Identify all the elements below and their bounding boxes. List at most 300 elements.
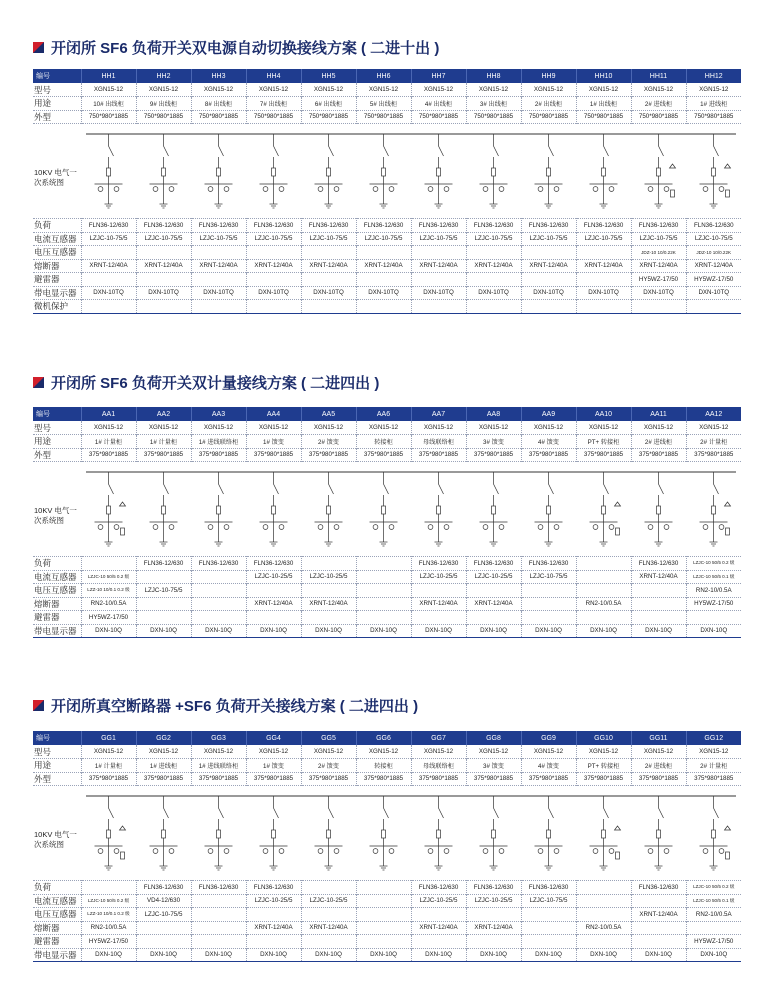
cell-display: DXN-10TQ bbox=[191, 286, 246, 300]
cell-ct: LZJC-10-75/5 bbox=[521, 570, 576, 584]
cell-model: XGN15-12 bbox=[576, 745, 631, 759]
schematic-column bbox=[590, 134, 618, 208]
cell-arrester bbox=[466, 611, 521, 625]
cell-pt: LZZ-10 10/0.1 0.2 级 bbox=[81, 584, 136, 598]
row-label: 熔断器 bbox=[34, 922, 60, 933]
schematic-column bbox=[260, 472, 288, 546]
cell-size: 375*980*1885 bbox=[136, 772, 191, 786]
cell-load: FLN36-12/630 bbox=[81, 219, 136, 233]
cell-relay bbox=[356, 300, 411, 314]
row-label: 负荷 bbox=[34, 882, 52, 893]
cell-size: 375*980*1885 bbox=[246, 772, 301, 786]
cell-use: 2# 进线柜 bbox=[631, 759, 686, 773]
cell-pt bbox=[576, 908, 631, 922]
cell-ct: LZJC-10-75/5 bbox=[576, 232, 631, 246]
cell-id: AA7 bbox=[411, 407, 466, 421]
cell-id: GG9 bbox=[521, 731, 576, 745]
schematic-column bbox=[425, 134, 453, 208]
row-label: 避雷器 bbox=[34, 612, 60, 623]
cell-id: AA10 bbox=[576, 407, 631, 421]
schematic-column bbox=[315, 134, 343, 208]
row-label: 编号 bbox=[36, 411, 50, 418]
schematic-column bbox=[95, 796, 126, 870]
cell-ct bbox=[191, 570, 246, 584]
cell-ct: LZJC-10 50/5 0.1 级 bbox=[686, 570, 741, 584]
row-label: 带电显示器 bbox=[34, 949, 77, 960]
row-label: 10KV 电气一次系统图 bbox=[34, 830, 77, 849]
schematic-column bbox=[205, 796, 233, 870]
cell-fuse: XRNT-12/40A bbox=[411, 259, 466, 273]
cell-fuse: XRNT-12/40A bbox=[466, 597, 521, 611]
schematic-column bbox=[370, 134, 398, 208]
row-label: 用途 bbox=[34, 760, 52, 771]
cell-model: XGN15-12 bbox=[521, 83, 576, 97]
cell-use: 6# 出线柜 bbox=[301, 97, 356, 111]
cell-relay bbox=[301, 300, 356, 314]
cell-ct: LZJC-10-75/5 bbox=[356, 232, 411, 246]
row-fuse bbox=[33, 259, 741, 273]
schematic-column bbox=[260, 796, 288, 870]
cell-ct: LZJC-10-25/5 bbox=[301, 570, 356, 584]
cell-model: XGN15-12 bbox=[631, 745, 686, 759]
cell-ct: LZJC-10-25/5 bbox=[466, 570, 521, 584]
cell-use: 母线联络柜 bbox=[411, 435, 466, 449]
cell-arrester bbox=[356, 273, 411, 287]
cell-pt bbox=[521, 584, 576, 598]
cell-size: 375*980*1885 bbox=[191, 448, 246, 462]
cell-relay bbox=[631, 300, 686, 314]
schematic-column bbox=[645, 134, 676, 208]
cell-fuse bbox=[191, 921, 246, 935]
row-arrester bbox=[33, 935, 741, 949]
cell-pt bbox=[466, 908, 521, 922]
cell-size: 375*980*1885 bbox=[686, 772, 741, 786]
row-label: 外型 bbox=[34, 111, 52, 122]
cell-display: DXN-10Q bbox=[356, 948, 411, 962]
cell-ct bbox=[631, 894, 686, 908]
cell-load: FLN36-12/630 bbox=[466, 219, 521, 233]
cell-fuse: XRNT-12/40A bbox=[411, 921, 466, 935]
cell-load bbox=[81, 881, 136, 895]
row-label: 外型 bbox=[34, 449, 52, 460]
cell-display: DXN-10Q bbox=[191, 624, 246, 638]
cell-use: 1# 出线柜 bbox=[576, 97, 631, 111]
cell-arrester bbox=[576, 935, 631, 949]
cell-model: XGN15-12 bbox=[81, 745, 136, 759]
row-label: 型号 bbox=[34, 84, 52, 95]
cell-ct: LZJC-10-75/5 bbox=[301, 232, 356, 246]
cell-size: 750*980*1885 bbox=[686, 110, 741, 124]
cell-fuse bbox=[136, 597, 191, 611]
cell-load: FLN36-12/630 bbox=[411, 219, 466, 233]
schematic-column bbox=[645, 796, 673, 870]
cell-fuse: XRNT-12/40A bbox=[466, 259, 521, 273]
cell-size: 375*980*1885 bbox=[81, 772, 136, 786]
cell-arrester bbox=[466, 935, 521, 949]
cell-arrester bbox=[521, 935, 576, 949]
cell-pt bbox=[411, 246, 466, 260]
cell-model: XGN15-12 bbox=[411, 421, 466, 435]
cell-relay bbox=[686, 300, 741, 314]
cell-display: DXN-10TQ bbox=[686, 286, 741, 300]
cell-size: 375*980*1885 bbox=[136, 448, 191, 462]
cell-display: DXN-10Q bbox=[631, 948, 686, 962]
cell-relay bbox=[466, 300, 521, 314]
cell-pt bbox=[466, 246, 521, 260]
schematic-column bbox=[590, 796, 621, 870]
schematic-column bbox=[535, 472, 563, 546]
row-diagram bbox=[33, 124, 741, 219]
cell-size: 750*980*1885 bbox=[521, 110, 576, 124]
cell-use: 2# 出线柜 bbox=[521, 97, 576, 111]
row-arrester bbox=[33, 273, 741, 287]
cell-display: DXN-10Q bbox=[686, 624, 741, 638]
cell-model: XGN15-12 bbox=[191, 83, 246, 97]
cell-model: XGN15-12 bbox=[466, 83, 521, 97]
cell-load: FLN36-12/630 bbox=[246, 557, 301, 571]
schematic-column bbox=[315, 472, 343, 546]
cell-model: XGN15-12 bbox=[686, 745, 741, 759]
cell-model: XGN15-12 bbox=[356, 83, 411, 97]
cell-model: XGN15-12 bbox=[686, 83, 741, 97]
row-label: 电流互感器 bbox=[34, 571, 77, 582]
row-diagram bbox=[33, 462, 741, 557]
cell-arrester: HY5WZ-17/50 bbox=[686, 935, 741, 949]
cell-id: HH8 bbox=[466, 69, 521, 83]
row-ct bbox=[33, 570, 741, 584]
cell-fuse bbox=[521, 921, 576, 935]
schematic-column bbox=[370, 796, 398, 870]
cell-id: HH10 bbox=[576, 69, 631, 83]
row-id bbox=[33, 69, 741, 83]
cell-pt bbox=[246, 908, 301, 922]
row-display bbox=[33, 948, 741, 962]
cell-relay bbox=[246, 300, 301, 314]
row-id bbox=[33, 731, 741, 745]
cell-relay bbox=[136, 300, 191, 314]
schematic-column bbox=[535, 134, 563, 208]
cell-use: 1# 进线联络柜 bbox=[191, 435, 246, 449]
cell-use: 8# 出线柜 bbox=[191, 97, 246, 111]
cell-display: DXN-10Q bbox=[301, 948, 356, 962]
cell-pt bbox=[301, 584, 356, 598]
cell-display: DXN-10Q bbox=[576, 948, 631, 962]
cell-ct: LZJC-10-75/5 bbox=[246, 232, 301, 246]
cell-use: 2# 进线柜 bbox=[631, 97, 686, 111]
cell-size: 375*980*1885 bbox=[576, 448, 631, 462]
schematic-diagram-svg bbox=[81, 124, 741, 218]
schematic-column bbox=[535, 796, 563, 870]
cell-display: DXN-10Q bbox=[521, 624, 576, 638]
cell-arrester bbox=[356, 935, 411, 949]
cell-ct bbox=[136, 570, 191, 584]
cell-load bbox=[356, 557, 411, 571]
cell-pt: XRNT-12/40A bbox=[631, 908, 686, 922]
cell-display: DXN-10Q bbox=[466, 948, 521, 962]
row-label: 型号 bbox=[34, 746, 52, 757]
schematic-diagram-svg bbox=[81, 462, 741, 556]
row-load bbox=[33, 557, 741, 571]
cell-id: HH6 bbox=[356, 69, 411, 83]
cell-use: 10# 出线柜 bbox=[81, 97, 136, 111]
spec-table bbox=[33, 69, 741, 314]
cell-id: GG8 bbox=[466, 731, 521, 745]
cell-pt: LZZ-10 10/0.1 0.2 级 bbox=[81, 908, 136, 922]
cell-arrester bbox=[466, 273, 521, 287]
cell-size: 375*980*1885 bbox=[576, 772, 631, 786]
cell-display: DXN-10Q bbox=[686, 948, 741, 962]
cell-load: FLN36-12/630 bbox=[191, 881, 246, 895]
schematic-column bbox=[315, 796, 343, 870]
cell-load: FLN36-12/630 bbox=[686, 219, 741, 233]
cell-fuse: XRNT-12/40A bbox=[631, 259, 686, 273]
row-label: 带电显示器 bbox=[34, 625, 77, 636]
cell-fuse: XRNT-12/40A bbox=[301, 597, 356, 611]
cell-load bbox=[301, 557, 356, 571]
cell-ct: LZJC-10 50/5 0.2 级 bbox=[81, 570, 136, 584]
cell-pt bbox=[631, 584, 686, 598]
cell-fuse: XRNT-12/40A bbox=[686, 259, 741, 273]
cell-size: 375*980*1885 bbox=[411, 772, 466, 786]
cell-use: 4# 馈变 bbox=[521, 759, 576, 773]
row-label: 编号 bbox=[36, 73, 50, 80]
cell-id: AA2 bbox=[136, 407, 191, 421]
row-pt bbox=[33, 908, 741, 922]
cell-pt: LZJC-10-75/5 bbox=[136, 584, 191, 598]
row-label: 用途 bbox=[34, 98, 52, 109]
schematic-column bbox=[205, 472, 233, 546]
cell-arrester bbox=[301, 611, 356, 625]
single-line-diagram bbox=[81, 786, 741, 881]
row-ct bbox=[33, 894, 741, 908]
cell-pt bbox=[301, 246, 356, 260]
cell-model: XGN15-12 bbox=[246, 83, 301, 97]
cell-ct: LZJC-10-25/5 bbox=[411, 570, 466, 584]
cell-use: PT+ 转接柜 bbox=[576, 759, 631, 773]
cell-relay bbox=[521, 300, 576, 314]
row-label: 带电显示器 bbox=[34, 287, 77, 298]
cell-display: DXN-10TQ bbox=[631, 286, 686, 300]
cell-id: GG6 bbox=[356, 731, 411, 745]
row-relay bbox=[33, 300, 741, 314]
schematic-column bbox=[260, 134, 288, 208]
cell-use: 1# 馈变 bbox=[246, 435, 301, 449]
cell-id: GG7 bbox=[411, 731, 466, 745]
cell-model: XGN15-12 bbox=[466, 421, 521, 435]
cell-load: FLN36-12/630 bbox=[411, 881, 466, 895]
cell-load: FLN36-12/630 bbox=[521, 219, 576, 233]
cell-arrester bbox=[191, 273, 246, 287]
cell-id: HH5 bbox=[301, 69, 356, 83]
cell-pt: RN2-10/0.5A bbox=[686, 584, 741, 598]
cell-id: AA9 bbox=[521, 407, 576, 421]
cell-load: FLN36-12/630 bbox=[136, 219, 191, 233]
cell-fuse: XRNT-12/40A bbox=[301, 259, 356, 273]
cell-load: FLN36-12/630 bbox=[411, 557, 466, 571]
row-label: 编号 bbox=[36, 735, 50, 742]
cell-fuse: XRNT-12/40A bbox=[466, 921, 521, 935]
cell-display: DXN-10Q bbox=[411, 948, 466, 962]
cell-pt bbox=[191, 908, 246, 922]
cell-pt: JDZ-10 10/0.22K bbox=[631, 246, 686, 260]
cell-relay bbox=[411, 300, 466, 314]
schematic-column bbox=[425, 796, 453, 870]
cell-ct bbox=[356, 570, 411, 584]
cell-pt bbox=[136, 246, 191, 260]
section-title-text: 开闭所 SF6 负荷开关双电源自动切换接线方案 ( 二进十出 ) bbox=[51, 39, 440, 57]
cell-model: XGN15-12 bbox=[191, 745, 246, 759]
row-model bbox=[33, 421, 741, 435]
cell-arrester bbox=[411, 611, 466, 625]
cell-fuse: RN2-10/0.5A bbox=[81, 921, 136, 935]
section-marker-icon bbox=[33, 42, 44, 53]
cell-display: DXN-10TQ bbox=[466, 286, 521, 300]
cell-size: 375*980*1885 bbox=[466, 772, 521, 786]
row-fuse bbox=[33, 921, 741, 935]
cell-fuse bbox=[686, 921, 741, 935]
cell-ct: LZJC-10-75/5 bbox=[686, 232, 741, 246]
cell-pt bbox=[356, 246, 411, 260]
schematic-column bbox=[95, 134, 123, 208]
cell-arrester bbox=[81, 273, 136, 287]
cell-size: 750*980*1885 bbox=[301, 110, 356, 124]
cell-size: 375*980*1885 bbox=[356, 448, 411, 462]
row-id bbox=[33, 407, 741, 421]
cell-load bbox=[576, 881, 631, 895]
cell-arrester bbox=[521, 273, 576, 287]
cell-size: 750*980*1885 bbox=[136, 110, 191, 124]
cell-size: 375*980*1885 bbox=[631, 772, 686, 786]
cell-display: DXN-10Q bbox=[81, 948, 136, 962]
cell-display: DXN-10TQ bbox=[356, 286, 411, 300]
cell-size: 375*980*1885 bbox=[521, 772, 576, 786]
cell-use: 4# 出线柜 bbox=[411, 97, 466, 111]
cell-ct: LZJC-10-25/5 bbox=[246, 570, 301, 584]
cell-id: GG4 bbox=[246, 731, 301, 745]
cell-id: AA5 bbox=[301, 407, 356, 421]
schematic-column bbox=[700, 796, 731, 870]
cell-ct bbox=[576, 894, 631, 908]
cell-pt bbox=[521, 908, 576, 922]
cell-pt: JDZ-10 10/0.22K bbox=[686, 246, 741, 260]
schematic-column bbox=[95, 472, 126, 546]
row-load bbox=[33, 881, 741, 895]
cell-load bbox=[301, 881, 356, 895]
cell-size: 750*980*1885 bbox=[631, 110, 686, 124]
cell-use: 2# 计量柜 bbox=[686, 435, 741, 449]
cell-size: 375*980*1885 bbox=[521, 448, 576, 462]
cell-use: 2# 馈变 bbox=[301, 759, 356, 773]
cell-pt bbox=[576, 584, 631, 598]
cell-id: AA1 bbox=[81, 407, 136, 421]
section-title bbox=[33, 694, 418, 716]
cell-id: HH3 bbox=[191, 69, 246, 83]
cell-display: DXN-10Q bbox=[466, 624, 521, 638]
schematic-column bbox=[700, 472, 731, 546]
schematic-column bbox=[370, 472, 398, 546]
cell-size: 750*980*1885 bbox=[246, 110, 301, 124]
cell-fuse: XRNT-12/40A bbox=[356, 259, 411, 273]
cell-load: FLN36-12/630 bbox=[631, 557, 686, 571]
cell-arrester: HY5WZ-17/50 bbox=[631, 273, 686, 287]
cell-use: 1# 进线柜 bbox=[136, 759, 191, 773]
cell-use: 3# 馈变 bbox=[466, 759, 521, 773]
cell-size: 750*980*1885 bbox=[356, 110, 411, 124]
cell-model: XGN15-12 bbox=[81, 83, 136, 97]
cell-display: DXN-10Q bbox=[411, 624, 466, 638]
row-label: 熔断器 bbox=[34, 598, 60, 609]
row-label: 型号 bbox=[34, 422, 52, 433]
cell-arrester bbox=[301, 273, 356, 287]
cell-id: HH12 bbox=[686, 69, 741, 83]
cell-load: LZJC-10 50/5 0.2 级 bbox=[686, 881, 741, 895]
cell-arrester: HY5WZ-17/50 bbox=[686, 273, 741, 287]
cell-fuse: XRNT-12/40A bbox=[576, 259, 631, 273]
section-marker-icon bbox=[33, 700, 44, 711]
cell-use: 1# 馈变 bbox=[246, 759, 301, 773]
cell-load: FLN36-12/630 bbox=[521, 557, 576, 571]
cell-size: 375*980*1885 bbox=[246, 448, 301, 462]
cell-fuse: RN2-10/0.5A bbox=[81, 597, 136, 611]
row-arrester bbox=[33, 611, 741, 625]
cell-ct: LZJC-10-25/5 bbox=[411, 894, 466, 908]
cell-load: FLN36-12/630 bbox=[466, 557, 521, 571]
row-use bbox=[33, 435, 741, 449]
cell-id: GG11 bbox=[631, 731, 686, 745]
cell-ct: LZJC-10-25/5 bbox=[466, 894, 521, 908]
row-fuse bbox=[33, 597, 741, 611]
cell-load: FLN36-12/630 bbox=[301, 219, 356, 233]
cell-use: 2# 计量柜 bbox=[686, 759, 741, 773]
cell-ct: LZJC-10-25/5 bbox=[246, 894, 301, 908]
cell-fuse bbox=[191, 597, 246, 611]
cell-pt bbox=[191, 246, 246, 260]
cell-load: FLN36-12/630 bbox=[246, 881, 301, 895]
cell-load: FLN36-12/630 bbox=[631, 219, 686, 233]
cell-size: 375*980*1885 bbox=[356, 772, 411, 786]
cell-model: XGN15-12 bbox=[356, 421, 411, 435]
section-title bbox=[33, 36, 439, 58]
cell-model: XGN15-12 bbox=[301, 421, 356, 435]
cell-ct: LZJC-10-75/5 bbox=[521, 894, 576, 908]
cell-size: 375*980*1885 bbox=[411, 448, 466, 462]
cell-id: AA8 bbox=[466, 407, 521, 421]
cell-arrester bbox=[576, 273, 631, 287]
cell-use: 7# 出线柜 bbox=[246, 97, 301, 111]
cell-pt bbox=[246, 584, 301, 598]
cell-arrester bbox=[191, 935, 246, 949]
cell-fuse: XRNT-12/40A bbox=[246, 921, 301, 935]
cell-arrester bbox=[356, 611, 411, 625]
row-size bbox=[33, 448, 741, 462]
row-label: 10KV 电气一次系统图 bbox=[34, 506, 77, 525]
cell-arrester: HY5WZ-17/50 bbox=[81, 611, 136, 625]
cell-id: AA6 bbox=[356, 407, 411, 421]
row-label: 负荷 bbox=[34, 220, 52, 231]
cell-arrester bbox=[686, 611, 741, 625]
cell-ct: LZJC-10-75/5 bbox=[521, 232, 576, 246]
cell-fuse bbox=[631, 597, 686, 611]
cell-display: DXN-10Q bbox=[136, 624, 191, 638]
schematic-column bbox=[480, 796, 508, 870]
schematic-column bbox=[480, 134, 508, 208]
cell-use: 4# 馈变 bbox=[521, 435, 576, 449]
spec-table bbox=[33, 731, 741, 962]
cell-fuse bbox=[136, 921, 191, 935]
schematic-column bbox=[205, 134, 233, 208]
cell-ct: LZJC-10-75/5 bbox=[81, 232, 136, 246]
cell-use: 1# 进线联络柜 bbox=[191, 759, 246, 773]
